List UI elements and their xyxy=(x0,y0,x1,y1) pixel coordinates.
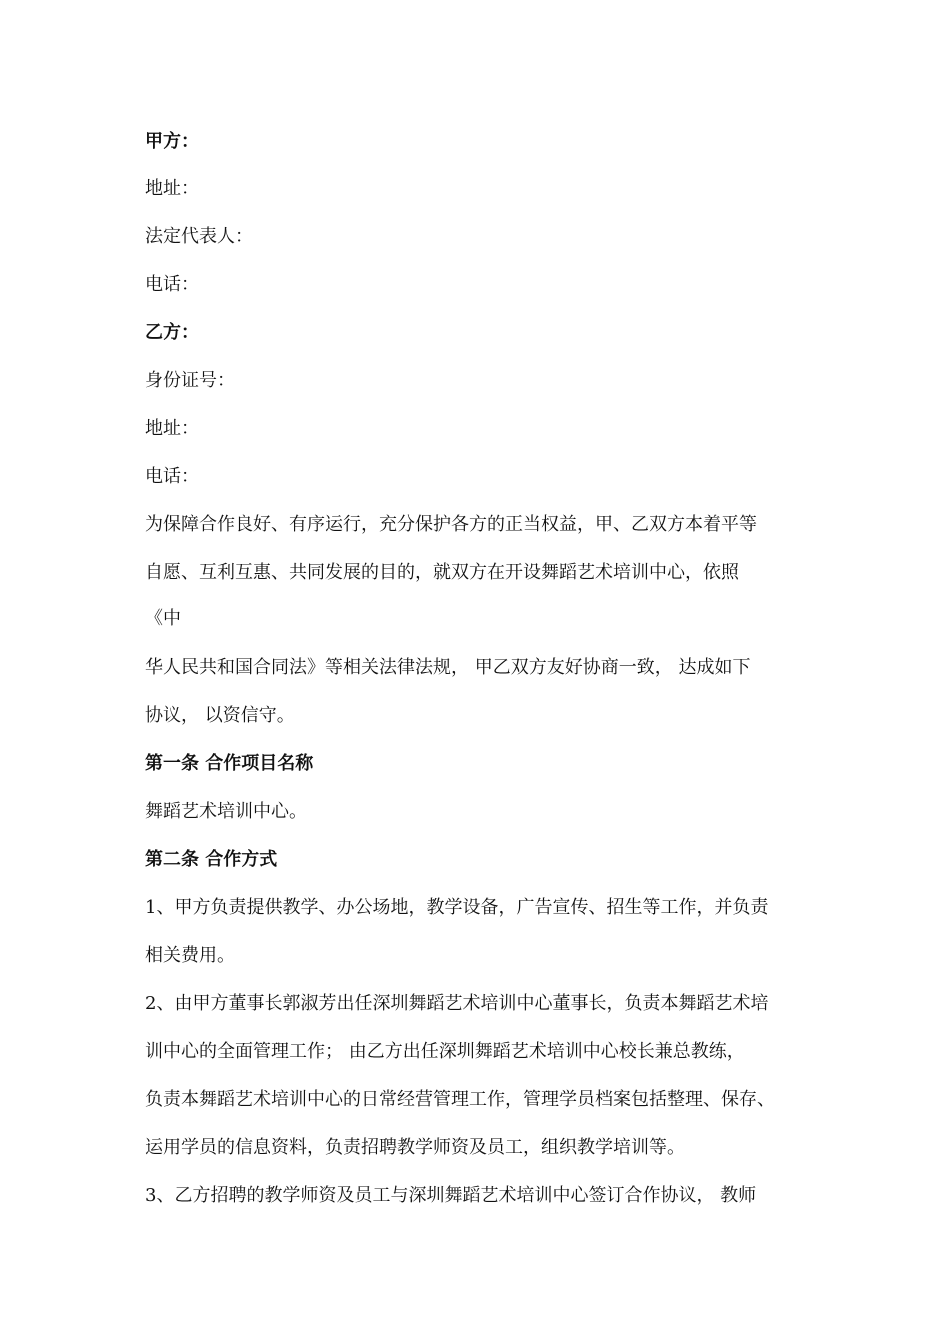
preamble-line: 协议， 以资信守。 xyxy=(145,705,295,726)
party-b-heading: 乙方： xyxy=(145,322,199,343)
party-b-address: 地址： xyxy=(145,418,199,439)
article-2-line: 1、甲方负责提供教学、办公场地，教学设备，广告宣传、招生等工作，并负责 xyxy=(145,897,769,918)
party-a-heading: 甲方： xyxy=(145,131,199,152)
article-2-heading: 第二条 合作方式 xyxy=(145,849,278,870)
article-1-heading: 第一条 合作项目名称 xyxy=(145,753,314,774)
article-2-line: 负责本舞蹈艺术培训中心的日常经营管理工作，管理学员档案包括整理、保存、 xyxy=(145,1089,775,1110)
article-2-line: 相关费用。 xyxy=(145,945,235,966)
party-b-id-number: 身份证号： xyxy=(145,370,235,391)
preamble-line: 华人民共和国合同法》等相关法律法规， 甲乙双方友好协商一致， 达成如下 xyxy=(145,657,751,678)
party-a-legal-rep: 法定代表人： xyxy=(145,226,253,247)
article-2-line: 2、由甲方董事长郭淑芳出任深圳舞蹈艺术培训中心董事长，负责本舞蹈艺术培 xyxy=(145,993,769,1014)
article-2-line: 3、乙方招聘的教学师资及员工与深圳舞蹈艺术培训中心签订合作协议， 教师 xyxy=(145,1185,757,1206)
party-a-address: 地址： xyxy=(145,178,199,199)
article-1-body: 舞蹈艺术培训中心。 xyxy=(145,801,307,822)
article-2-line: 训中心的全面管理工作； 由乙方出任深圳舞蹈艺术培训中心校长兼总教练， xyxy=(145,1041,745,1062)
party-a-phone: 电话： xyxy=(145,274,199,295)
party-b-phone: 电话： xyxy=(145,466,199,487)
preamble-line: 《中 xyxy=(145,608,181,629)
article-2-line: 运用学员的信息资料，负责招聘教学师资及员工，组织教学培训等。 xyxy=(145,1137,685,1158)
preamble-line: 自愿、互利互惠、共同发展的目的，就双方在开设舞蹈艺术培训中心，依照 xyxy=(145,562,739,583)
preamble-line: 为保障合作良好、有序运行，充分保护各方的正当权益，甲、乙双方本着平等 xyxy=(145,514,757,535)
